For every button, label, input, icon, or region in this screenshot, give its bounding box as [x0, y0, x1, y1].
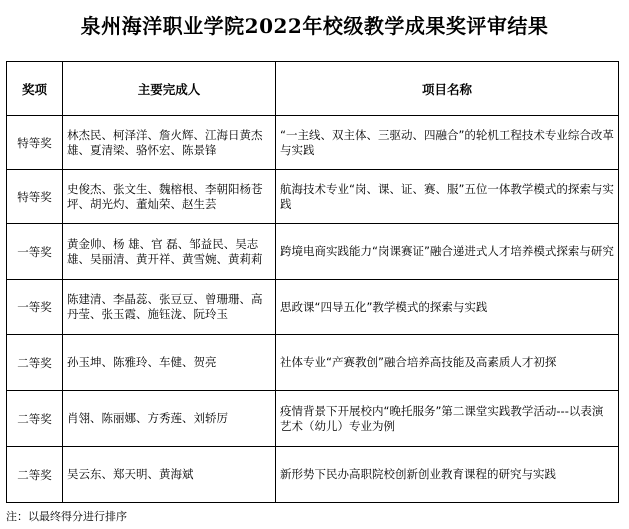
people-cell: 林杰民、柯泽洋、詹火辉、江海日黄杰雄、夏清梁、骆怀宏、陈景锋 [63, 116, 276, 170]
table-row [7, 447, 619, 503]
page-title: 泉州海洋职业学院2022年校级教学成果奖评审结果 [80, 14, 549, 38]
people-cell: 肖翎、陈丽娜、方秀莲、刘轿厉 [63, 391, 276, 447]
header-award: 奖项 [7, 62, 63, 116]
table-row [7, 170, 619, 224]
project-cell: 社体专业“产赛教创”融合培养高技能及高素质人才初探 [276, 335, 619, 391]
people-cell: 陈建清、李晶蕊、张豆豆、曾珊珊、高丹莹、张玉霞、施钰泷、阮玲玉 [63, 280, 276, 335]
project-cell: 跨境电商实践能力“岗课赛证”融合递进式人才培养模式探索与研究 [276, 224, 619, 280]
award-cell: 特等奖 [7, 170, 63, 224]
project-cell: 航海技术专业“岗、课、证、赛、服”五位一体教学模式的探索与实践 [276, 170, 619, 224]
award-cell: 一等奖 [7, 224, 63, 280]
table-row [7, 280, 619, 335]
table-row [7, 335, 619, 391]
award-cell: 一等奖 [7, 280, 63, 335]
project-cell: 新形势下民办高职院校创新创业教育课程的研究与实践 [276, 447, 619, 503]
table-header-row [7, 62, 619, 116]
table-row [7, 224, 619, 280]
header-project: 项目名称 [276, 62, 619, 116]
award-cell: 特等奖 [7, 116, 63, 170]
award-cell: 二等奖 [7, 391, 63, 447]
header-people: 主要完成人 [63, 62, 276, 116]
results-table [6, 61, 619, 503]
project-cell: 思政课“四导五化”教学模式的探索与实践 [276, 280, 619, 335]
award-cell: 二等奖 [7, 335, 63, 391]
footnote: 注：以最终得分进行排序 [6, 510, 127, 523]
people-cell: 孙玉坤、陈雅玲、车健、贺亮 [63, 335, 276, 391]
project-cell: “一主线、双主体、三驱动、四融合”的轮机工程技术专业综合改革与实践 [276, 116, 619, 170]
people-cell: 黄金帅、杨 雄、官 磊、邹益民、吴志雄、吴丽清、黄开祥、黄雪婉、黄莉莉 [63, 224, 276, 280]
award-cell: 二等奖 [7, 447, 63, 503]
people-cell: 吴云东、郑天明、黄海斌 [63, 447, 276, 503]
table-row [7, 116, 619, 170]
table-row [7, 391, 619, 447]
project-cell: 疫情背景下开展校内“晚托服务”第二课堂实践教学活动---以表演艺术（幼儿）专业为例 [276, 391, 619, 447]
people-cell: 史俊杰、张文生、魏榕根、李朝阳杨苍坪、胡光灼、董灿荣、赵生芸 [63, 170, 276, 224]
